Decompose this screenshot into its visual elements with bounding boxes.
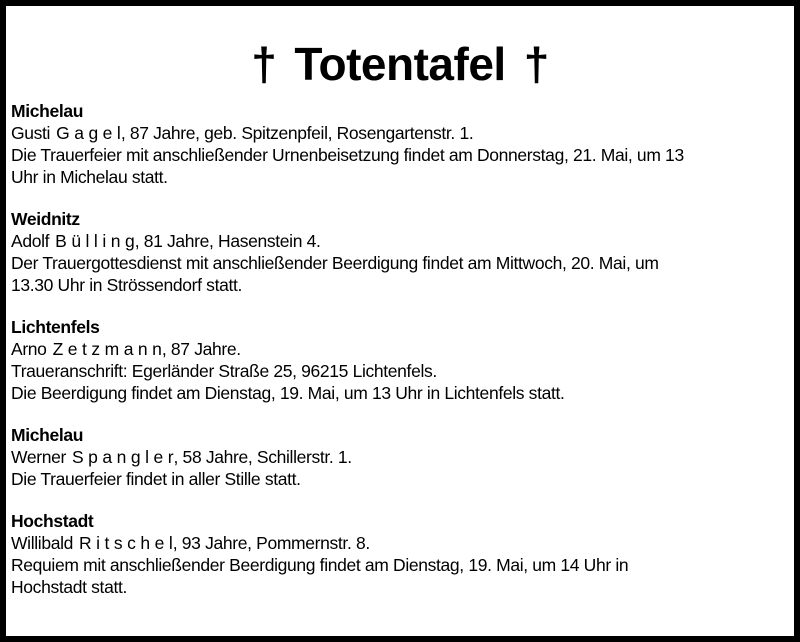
person-line <box>11 532 794 554</box>
person-line <box>11 338 794 360</box>
notice-text: Uhr in Michelau statt. <box>11 167 168 187</box>
obituary-entry <box>11 100 794 188</box>
obituary-entry <box>11 424 794 490</box>
place-heading: Michelau <box>11 425 84 445</box>
person-details: , 87 Jahre, geb. Spitzenpfeil, Rosengartenstr. 1. <box>120 123 474 143</box>
person-details: , 87 Jahre. <box>161 339 241 359</box>
obituary-list <box>6 100 794 598</box>
surname: Zetzmann <box>52 339 167 359</box>
notice-text: Die Trauerfeier findet in aller Stille statt. <box>11 469 301 489</box>
obituary-entry <box>11 510 794 598</box>
person-details: , 58 Jahre, Schillerstr. 1. <box>173 447 352 467</box>
notice-text: Die Beerdigung findet am Dienstag, 19. Mai, um 13 Uhr in Lichtenfels statt. <box>11 383 565 403</box>
obituary-entry <box>11 316 794 404</box>
surname: Gagel <box>56 123 126 143</box>
first-name: Arno <box>11 339 47 359</box>
first-name: Gusti <box>11 123 51 143</box>
title-text: Totentafel <box>294 38 506 90</box>
notice-text: Requiem mit anschließender Beerdigung findet am Dienstag, 19. Mai, um 14 Uhr in <box>11 555 629 575</box>
obituary-entry <box>11 208 794 296</box>
person-line <box>11 122 794 144</box>
person-details: , 81 Jahre, Hasenstein 4. <box>134 231 321 251</box>
person-line <box>11 446 794 468</box>
first-name: Werner <box>11 447 66 467</box>
cross-icon: † <box>251 38 277 90</box>
surname: Spangler <box>71 447 179 467</box>
first-name: Willibald <box>11 533 74 553</box>
place-heading: Weidnitz <box>11 209 80 229</box>
surname: Bülling <box>55 231 140 251</box>
page-title <box>6 36 794 92</box>
person-details: , 93 Jahre, Pommernstr. 8. <box>172 533 370 553</box>
place-heading: Hochstadt <box>11 511 94 531</box>
notice-text: Der Trauergottesdienst mit anschließender Beerdigung findet am Mittwoch, 20. Mai, um <box>11 253 659 273</box>
person-line <box>11 230 794 252</box>
first-name: Adolf <box>11 231 50 251</box>
place-heading: Michelau <box>11 101 84 121</box>
notice-text: Die Trauerfeier mit anschließender Urnenbeisetzung findet am Donnerstag, 21. Mai, um 13 <box>11 145 684 165</box>
notice-text: Hochstadt statt. <box>11 577 127 597</box>
cross-icon: † <box>523 38 549 90</box>
place-heading: Lichtenfels <box>11 317 100 337</box>
notice-text: 13.30 Uhr in Strössendorf statt. <box>11 275 243 295</box>
notice-text: Traueranschrift: Egerländer Straße 25, 96215 Lichtenfels. <box>11 361 437 381</box>
surname: Ritschel <box>79 533 178 553</box>
